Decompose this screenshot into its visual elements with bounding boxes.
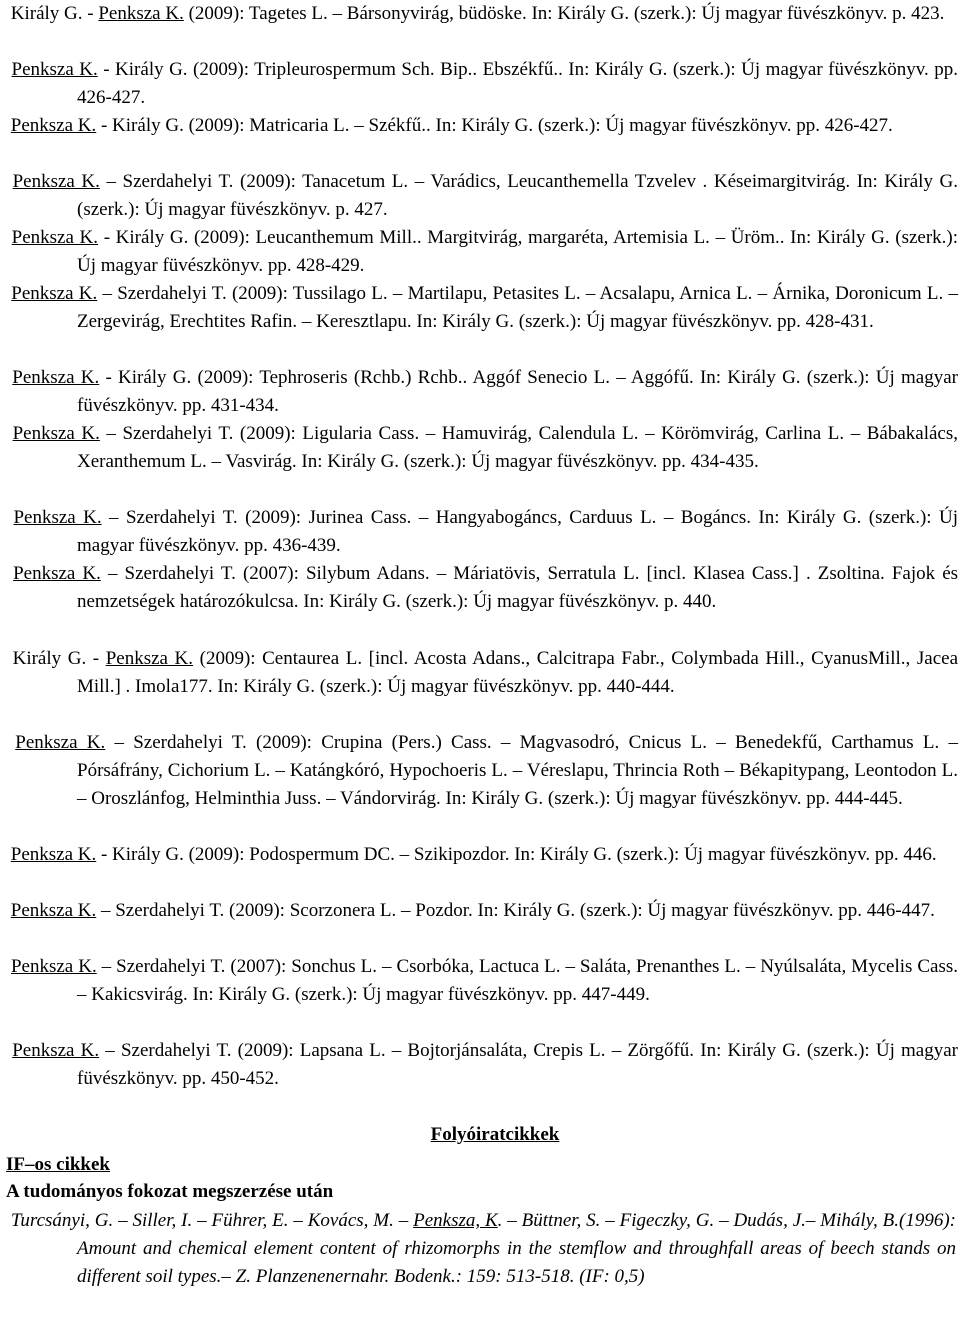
entry-author-link[interactable]: Penksza K. — [12, 423, 100, 444]
section-title: Folyóiratcikkek — [430, 1124, 560, 1145]
reference-entry-43 — [6, 953, 958, 1009]
entry-text: – Szerdahelyi T. (2009): Crupina (Pers.) Cass. – Magvasodró, Cnicus L. – Benedekfű, Carthamus L. – Pórsáfrány, Cichorium L. – Katángkóró, Hypochoeris L. – Véreslapu, Thrincia Roth – Békapitypang, Leontodon L. – Oroszlánfog, Helminthia Juss. – Vándorvirág. In: Király G. (szerk.): Új magyar füvészkönyv. pp. 444-445. — [77, 732, 958, 809]
entry-text: - Király G. (2009): Podospermum DC. – Szikipozdor. In: Király G. (szerk.): Új magyar füvészkönyv. pp. 446. — [96, 844, 937, 865]
reference-entry-31 — [6, 112, 958, 140]
entry-text: – Szerdahelyi T. (2009): Lapsana L. – Bojtorjánsaláta, Crepis L. – Zörgőfű. In: Király G. (szerk.): Új magyar füvészkönyv. pp. 450-452. — [77, 1040, 959, 1089]
entry-author-link[interactable]: Penksza K. — [10, 844, 97, 865]
entry-text: – Szerdahelyi T. (2009): Scorzonera L. – Pozdor. In: Király G. (szerk.): Új magyar füvészkönyv. pp. 446-447. — [96, 900, 935, 921]
entry-author-link[interactable]: Penksza K. — [10, 956, 97, 977]
reference-entry-44 — [6, 1037, 958, 1093]
entry-author-link[interactable]: Penksza K. — [11, 283, 98, 304]
entry-text: – Szerdahelyi T. (2007): Silybum Adans. – Máriatövis, Serratula L. [incl. Klasea Cass.] . Zsoltina. Fajok és nemzetségek határozókulcsa. In: Király G. (szerk.): Új magyar füvészkönyv. p. 440. — [77, 563, 959, 612]
entry-author-link[interactable]: Penksza K. — [98, 3, 184, 24]
subheading: A tudományos fokozat megszerzése után — [6, 1181, 334, 1202]
article-entry-1 — [6, 1207, 956, 1291]
entry-text: - Király G. (2009): Leucanthemum Mill.. Margitvirág, margaréta, Artemisia L. – Üröm.. In: Király G. (szerk.): Új magyar füvészkönyv. pp. 428-429. — [77, 227, 959, 276]
entry-text: (2009): Tagetes L. – Bársonyvirág, büdöske. In: Király G. (szerk.): Új magyar füvészkönyv. p. 423. — [183, 3, 945, 24]
entry-text: (2009): Centaurea L. [incl. Acosta Adans., Calcitrapa Fabr., Colymbada Hill., CyanusMill., Jacea Mill.] . Imola177. In: Király G. (szerk.): Új magyar füvészkönyv. pp. 440-444. — [77, 648, 959, 697]
entry-prefix: Király G. - — [10, 3, 99, 24]
entry-author-link[interactable]: Penksza K. — [11, 59, 98, 80]
article-authors: Turcsányi, G. – Siller, I. – Führer, E. – Kovács, M. – — [10, 1210, 414, 1231]
reference-entry-37 — [6, 504, 958, 560]
entry-text: - Király G. (2009): Matricaria L. – Székfű.. In: Király G. (szerk.): Új magyar füvészkönyv. pp. 426-427. — [96, 115, 893, 136]
entry-author-link[interactable]: Penksza K. — [11, 227, 99, 248]
entry-author-link[interactable]: Penksza K. — [12, 1040, 100, 1061]
entry-text: – Szerdahelyi T. (2009): Jurinea Cass. – Hangyabogáncs, Carduus L. – Bogáncs. In: Király G. (szerk.): Új magyar füvészkönyv. pp. 436-439. — [77, 507, 959, 556]
article-author-link[interactable]: Penksza, K — [413, 1210, 498, 1231]
entry-text: – Szerdahelyi T. (2009): Tanacetum L. – Varádics, Leucanthemella Tzvelev . Késeimargitvirág. In: Király G. (szerk.): Új magyar füvészkönyv. p. 427. — [77, 171, 959, 220]
entry-author-link[interactable]: Penksza K. — [10, 115, 97, 136]
entry-author-link[interactable]: Penksza K. — [15, 732, 106, 753]
reference-entry-33 — [6, 224, 958, 280]
entry-author-link[interactable]: Penksza K. — [13, 507, 102, 528]
entry-text: – Szerdahelyi T. (2009): Tussilago L. – Martilapu, Petasites L. – Acsalapu, Arnica L. – Árnika, Doronicum L. – Zergevirág, Erechtites Rafin. – Keresztlapu. In: Király G. (szerk.): Új magyar füvészkönyv. pp. 428-431. — [77, 283, 959, 332]
entry-author-link[interactable]: Penksza K. — [12, 367, 100, 388]
entry-author-link[interactable]: Penksza K. — [10, 900, 97, 921]
reference-entry-35 — [6, 364, 958, 420]
entry-author-link[interactable]: Penksza K. — [12, 171, 100, 192]
reference-entry-36 — [6, 420, 958, 476]
entry-author-link[interactable]: Penksza K. — [13, 563, 101, 584]
entry-text: – Szerdahelyi T. (2007): Sonchus L. – Csorbóka, Lactuca L. – Saláta, Prenanthes L. – Nyúlsaláta, Mycelis Cass. – Kakicsvirág. In: Király G. (szerk.): Új magyar füvészkönyv. pp. 447-449. — [77, 956, 959, 1005]
reference-entry-32 — [6, 168, 958, 224]
reference-entry-41 — [6, 841, 958, 869]
entry-text: - Király G. (2009): Tripleurospermum Sch. Bip.. Ebszékfű.. In: Király G. (szerk.): Új magyar füvészkönyv. pp. 426-427. — [77, 59, 958, 108]
reference-entry-34 — [6, 280, 958, 336]
reference-entry-29 — [6, 0, 958, 28]
entry-author-link[interactable]: Penksza K. — [105, 648, 194, 669]
reference-entry-40 — [6, 729, 958, 813]
entry-text: – Szerdahelyi T. (2009): Ligularia Cass. – Hamuvirág, Calendula L. – Körömvirág, Carlina L. – Bábakalács, Xeranthemum L. – Vasvirág. In: Király G. (szerk.): Új magyar füvészkönyv. pp. 434-435. — [77, 423, 959, 472]
entry-prefix: Király G. - — [12, 648, 106, 669]
entry-text: - Király G. (2009): Tephroseris (Rchb.) Rchb.. Aggóf Senecio L. – Aggófű. In: Király G. (szerk.): Új magyar füvészkönyv. pp. 431-434. — [77, 367, 958, 416]
reference-entry-39 — [6, 645, 958, 701]
article-text: . – Büttner, S. – Figeczky, G. – Dudás, J.– Mihály, B.(1996): Amount and chemical element content of rhizomorphs in the stemflow and throughfall areas of beech stands on different soil types.– Z. Planzenenernahr. Bodenk.: 159: 513-518. (IF: 0,5) — [77, 1210, 956, 1287]
subsection-heading: IF–os cikkek — [6, 1154, 110, 1175]
reference-entry-30 — [6, 56, 958, 112]
reference-entry-38 — [6, 560, 958, 616]
reference-entry-42 — [6, 897, 958, 925]
